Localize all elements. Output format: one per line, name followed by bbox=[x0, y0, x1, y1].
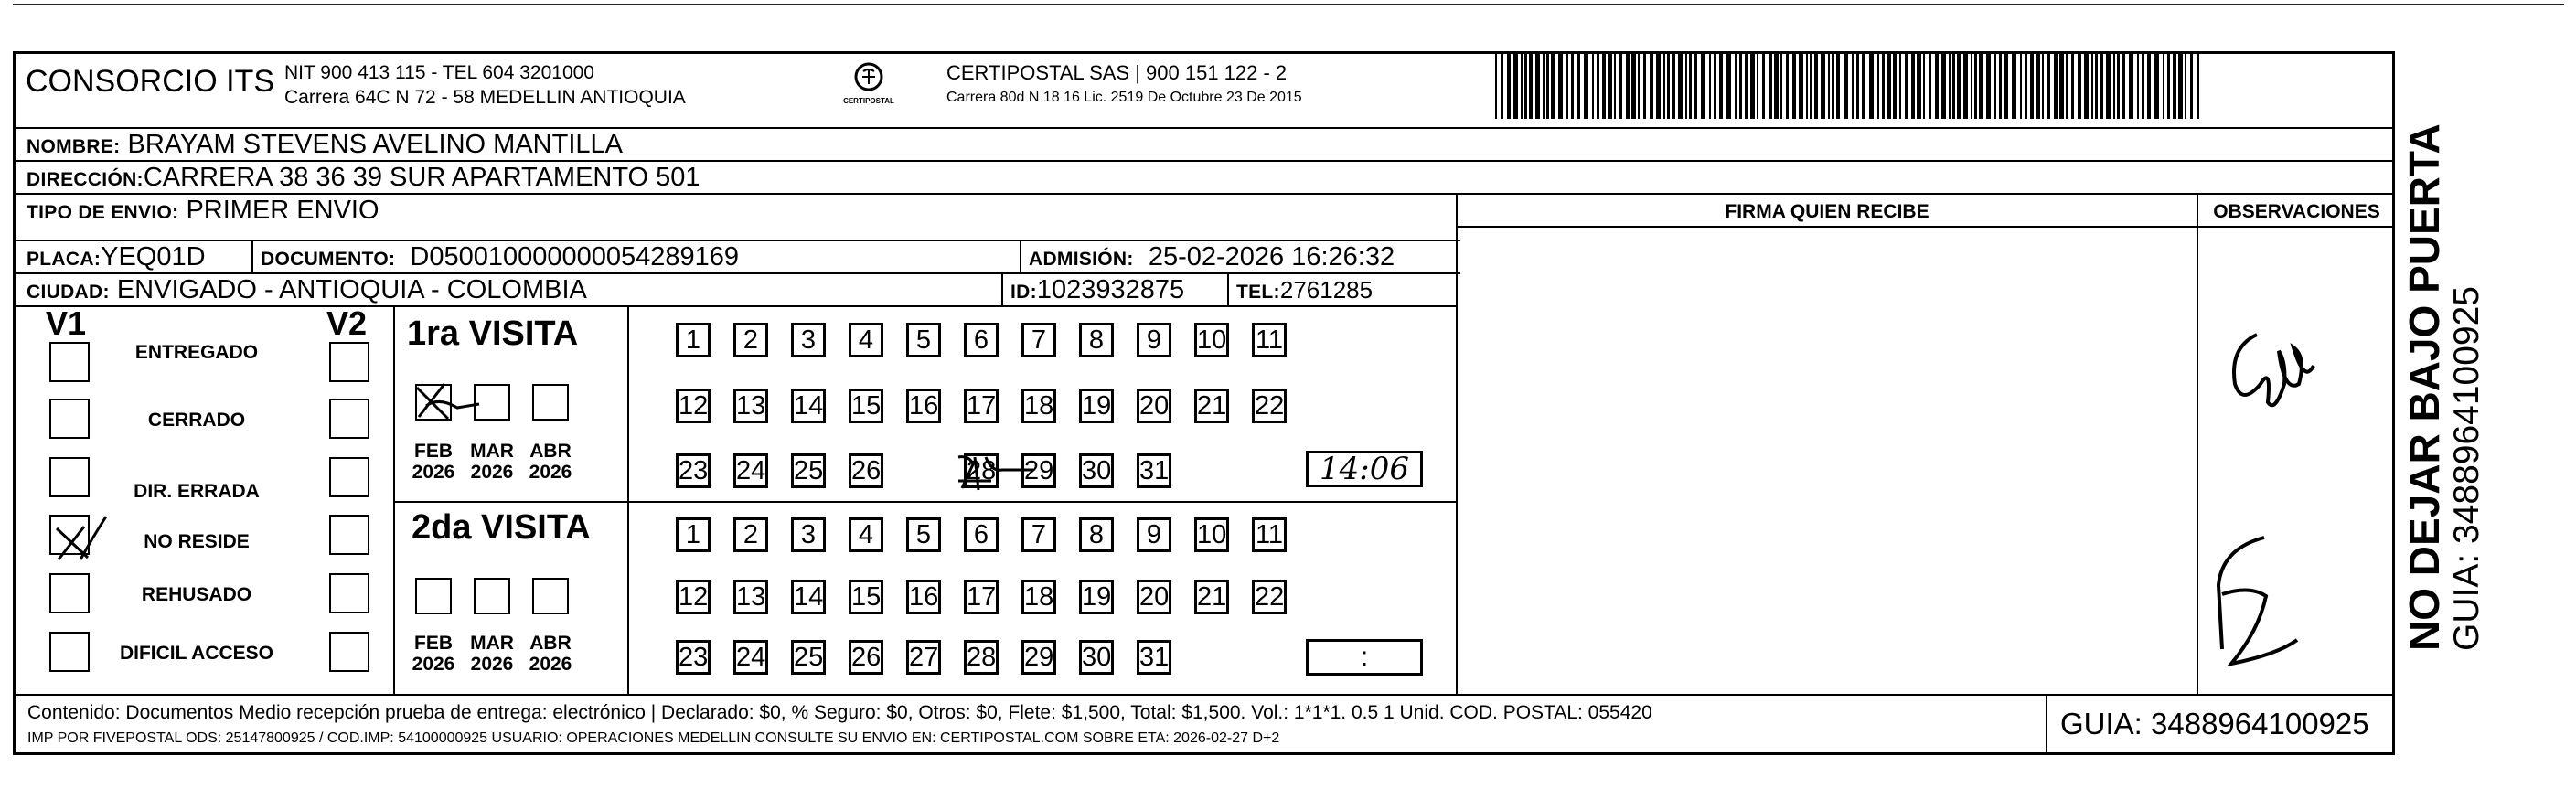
carrier-address: Carrera 80d N 18 16 Lic. 2519 De Octubre 23 De 2015 bbox=[946, 90, 1302, 105]
day-cell[interactable]: 16 bbox=[906, 580, 941, 614]
day-cell[interactable]: 20 bbox=[1137, 580, 1171, 614]
day-cell[interactable]: 7 bbox=[1021, 323, 1056, 357]
month-year: 2026 bbox=[470, 462, 514, 483]
side-notice bbox=[2400, 123, 2486, 651]
day-cell[interactable]: 2 bbox=[733, 323, 768, 357]
day-cell[interactable]: 1 bbox=[676, 323, 711, 357]
month-name: FEB bbox=[414, 633, 453, 654]
day-cell[interactable]: 16 bbox=[906, 389, 941, 423]
day-cell[interactable]: 15 bbox=[849, 389, 883, 423]
day-cell[interactable]: 5 bbox=[906, 517, 941, 552]
observaciones-header: OBSERVACIONES bbox=[2213, 201, 2380, 222]
tel-value: 2761285 bbox=[1279, 276, 1374, 304]
admision-label: ADMISIÓN: bbox=[1029, 249, 1134, 270]
tipo-value: PRIMER ENVIO bbox=[186, 196, 379, 225]
day-cell[interactable]: 11 bbox=[1252, 323, 1287, 357]
checkmark-no-reside bbox=[57, 517, 106, 559]
tel-label: TEL: bbox=[1236, 282, 1280, 303]
day-cell[interactable]: 21 bbox=[1194, 580, 1229, 614]
day-cell[interactable]: 2 bbox=[733, 517, 768, 552]
day-cell[interactable]: 8 bbox=[1079, 323, 1114, 357]
day-cell[interactable]: 29 bbox=[1021, 640, 1056, 675]
day-cell[interactable]: 6 bbox=[964, 517, 999, 552]
nit-line: NIT 900 413 115 - TEL 604 3201000 bbox=[284, 62, 594, 83]
day-cell[interactable]: 19 bbox=[1079, 389, 1114, 423]
month-name: ABR bbox=[529, 441, 572, 462]
day-cell[interactable]: 10 bbox=[1194, 517, 1229, 552]
day-cell[interactable]: 31 bbox=[1137, 453, 1171, 488]
status-label: CERRADO bbox=[147, 410, 246, 431]
signature-icon bbox=[2218, 335, 2314, 664]
placa-value: YEQ01D bbox=[101, 242, 206, 272]
id-value: 1023932875 bbox=[1036, 275, 1185, 304]
nombre-label: NOMBRE: bbox=[27, 136, 121, 157]
day-cell[interactable]: 3 bbox=[791, 323, 826, 357]
day-cell[interactable]: 5 bbox=[906, 323, 941, 357]
day-cell[interactable]: 1 bbox=[676, 517, 711, 552]
day-cell[interactable]: 4 bbox=[849, 323, 883, 357]
admision-value: 25-02-2026 16:26:32 bbox=[1148, 242, 1395, 272]
day-cell[interactable]: 14 bbox=[791, 580, 826, 614]
address-line: Carrera 64C N 72 - 58 MEDELLIN ANTIOQUIA bbox=[284, 87, 686, 108]
day-cell[interactable]: 24 bbox=[733, 453, 768, 488]
ciudad-value: ENVIGADO - ANTIOQUIA - COLOMBIA bbox=[116, 275, 587, 304]
month-year: 2026 bbox=[529, 654, 572, 675]
day-cell[interactable]: 7 bbox=[1021, 517, 1056, 552]
nombre-value: BRAYAM STEVENS AVELINO MANTILLA bbox=[127, 130, 623, 159]
day-cell[interactable]: 17 bbox=[964, 580, 999, 614]
day-cell[interactable]: 13 bbox=[733, 389, 768, 423]
day-cell[interactable]: 13 bbox=[733, 580, 768, 614]
tipo-label: TIPO DE ENVIO: bbox=[27, 202, 179, 223]
day-cell[interactable]: 28 bbox=[964, 640, 999, 675]
month-name: MAR bbox=[470, 633, 514, 654]
direccion-value: CARRERA 38 36 39 SUR APARTAMENTO 501 bbox=[143, 163, 700, 192]
placa-label: PLACA: bbox=[27, 249, 102, 270]
status-label: ENTREGADO bbox=[134, 342, 259, 363]
month-name: MAR bbox=[470, 441, 514, 462]
side-title: NO DEJAR BAJO PUERTA bbox=[2400, 123, 2448, 651]
direccion-label: DIRECCIÓN: bbox=[27, 169, 144, 190]
day-cell[interactable]: 23 bbox=[676, 453, 711, 488]
day-cell[interactable]: 6 bbox=[964, 323, 999, 357]
day-cell[interactable]: 12 bbox=[676, 580, 711, 614]
month-year: 2026 bbox=[529, 462, 572, 483]
side-guia: GUIA: 3488964100925 bbox=[2447, 286, 2486, 651]
logo-text: CERTIPOSTAL bbox=[843, 97, 894, 105]
day-cell[interactable]: 15 bbox=[849, 580, 883, 614]
day-cell[interactable]: 26 bbox=[849, 453, 883, 488]
day-cell[interactable]: 24 bbox=[733, 640, 768, 675]
month-year: 2026 bbox=[412, 462, 455, 483]
footer-imp: IMP POR FIVEPOSTAL ODS: 25147800925 / COD.IMP: 54100000925 USUARIO: OPERACIONES MEDELLIN CONSULTE SU ENVIO EN: CERTIPOSTAL.COM SOBRE ETA: 2026-02-27 D+2 bbox=[27, 730, 1280, 746]
brand-name: CONSORCIO ITS bbox=[26, 64, 275, 99]
day-cell[interactable]: 25 bbox=[791, 453, 826, 488]
footer-contenido: Contenido: Documentos Medio recepción prueba de entrega: electrónico | Declarado: $0, % Seguro: $0, Otros: $0, Flete: $1,500, Total: $1,500. Vol.: 1*1*1. 0.5 1 Unid. COD. POSTAL: 055420 bbox=[27, 702, 1652, 723]
day-cell[interactable]: 20 bbox=[1137, 389, 1171, 423]
day-cell[interactable]: 18 bbox=[1021, 580, 1056, 614]
day-cell[interactable]: 3 bbox=[791, 517, 826, 552]
day-cell[interactable]: 10 bbox=[1194, 323, 1229, 357]
id-label: ID: bbox=[1010, 282, 1037, 303]
time-placeholder: : bbox=[1306, 639, 1423, 676]
crossed-day-27 bbox=[958, 457, 1033, 490]
day-cell[interactable]: 14 bbox=[791, 389, 826, 423]
day-cell[interactable]: 4 bbox=[849, 517, 883, 552]
footer-guia: GUIA: 3488964100925 bbox=[2060, 707, 2369, 740]
first-visit-title: 1ra VISITA bbox=[407, 314, 579, 353]
day-cell[interactable]: 26 bbox=[849, 640, 883, 675]
day-cell[interactable]: 9 bbox=[1137, 323, 1171, 357]
day-cell[interactable]: 27 bbox=[906, 640, 941, 675]
month-year: 2026 bbox=[412, 654, 455, 675]
documento-label: DOCUMENTO: bbox=[261, 249, 396, 270]
second-visit-title: 2da VISITA bbox=[412, 508, 591, 547]
status-label: NO RESIDE bbox=[144, 531, 250, 552]
status-label: REHUSADO bbox=[141, 584, 252, 605]
status-label: DIFICIL ACCESO bbox=[119, 643, 273, 664]
day-cell[interactable]: 12 bbox=[676, 389, 711, 423]
v2-header: V2 bbox=[326, 304, 368, 342]
day-cell[interactable]: 28 bbox=[964, 453, 999, 488]
day-cell[interactable]: 30 bbox=[1079, 640, 1114, 675]
day-cell[interactable]: 21 bbox=[1194, 389, 1229, 423]
v1-header: V1 bbox=[46, 304, 87, 342]
status-label: DIR. ERRADA bbox=[134, 481, 260, 502]
day-cell[interactable]: 22 bbox=[1252, 580, 1287, 614]
day-cell[interactable]: 22 bbox=[1252, 389, 1287, 423]
day-cell[interactable]: 25 bbox=[791, 640, 826, 675]
day-cell[interactable]: 23 bbox=[676, 640, 711, 675]
day-cell[interactable]: 9 bbox=[1137, 517, 1171, 552]
day-cell[interactable]: 29 bbox=[1021, 453, 1056, 488]
documento-value: D050010000000054289169 bbox=[410, 242, 740, 272]
checkmark-feb bbox=[417, 384, 479, 419]
day-cell[interactable]: 17 bbox=[964, 389, 999, 423]
firma-header: FIRMA QUIEN RECIBE bbox=[1725, 201, 1929, 222]
month-name: FEB bbox=[414, 441, 453, 462]
month-year: 2026 bbox=[470, 654, 514, 675]
carrier-nit: CERTIPOSTAL SAS | 900 151 122 - 2 bbox=[946, 61, 1288, 84]
time-handwritten: 14:06 bbox=[1306, 451, 1423, 487]
day-cell[interactable]: 19 bbox=[1079, 580, 1114, 614]
day-cell[interactable]: 8 bbox=[1079, 517, 1114, 552]
day-cell[interactable]: 31 bbox=[1137, 640, 1171, 675]
day-cell[interactable]: 11 bbox=[1252, 517, 1287, 552]
month-name: ABR bbox=[529, 633, 572, 654]
day-cell[interactable]: 30 bbox=[1079, 453, 1114, 488]
day-cell[interactable]: 18 bbox=[1021, 389, 1056, 423]
ciudad-label: CIUDAD: bbox=[27, 282, 110, 303]
